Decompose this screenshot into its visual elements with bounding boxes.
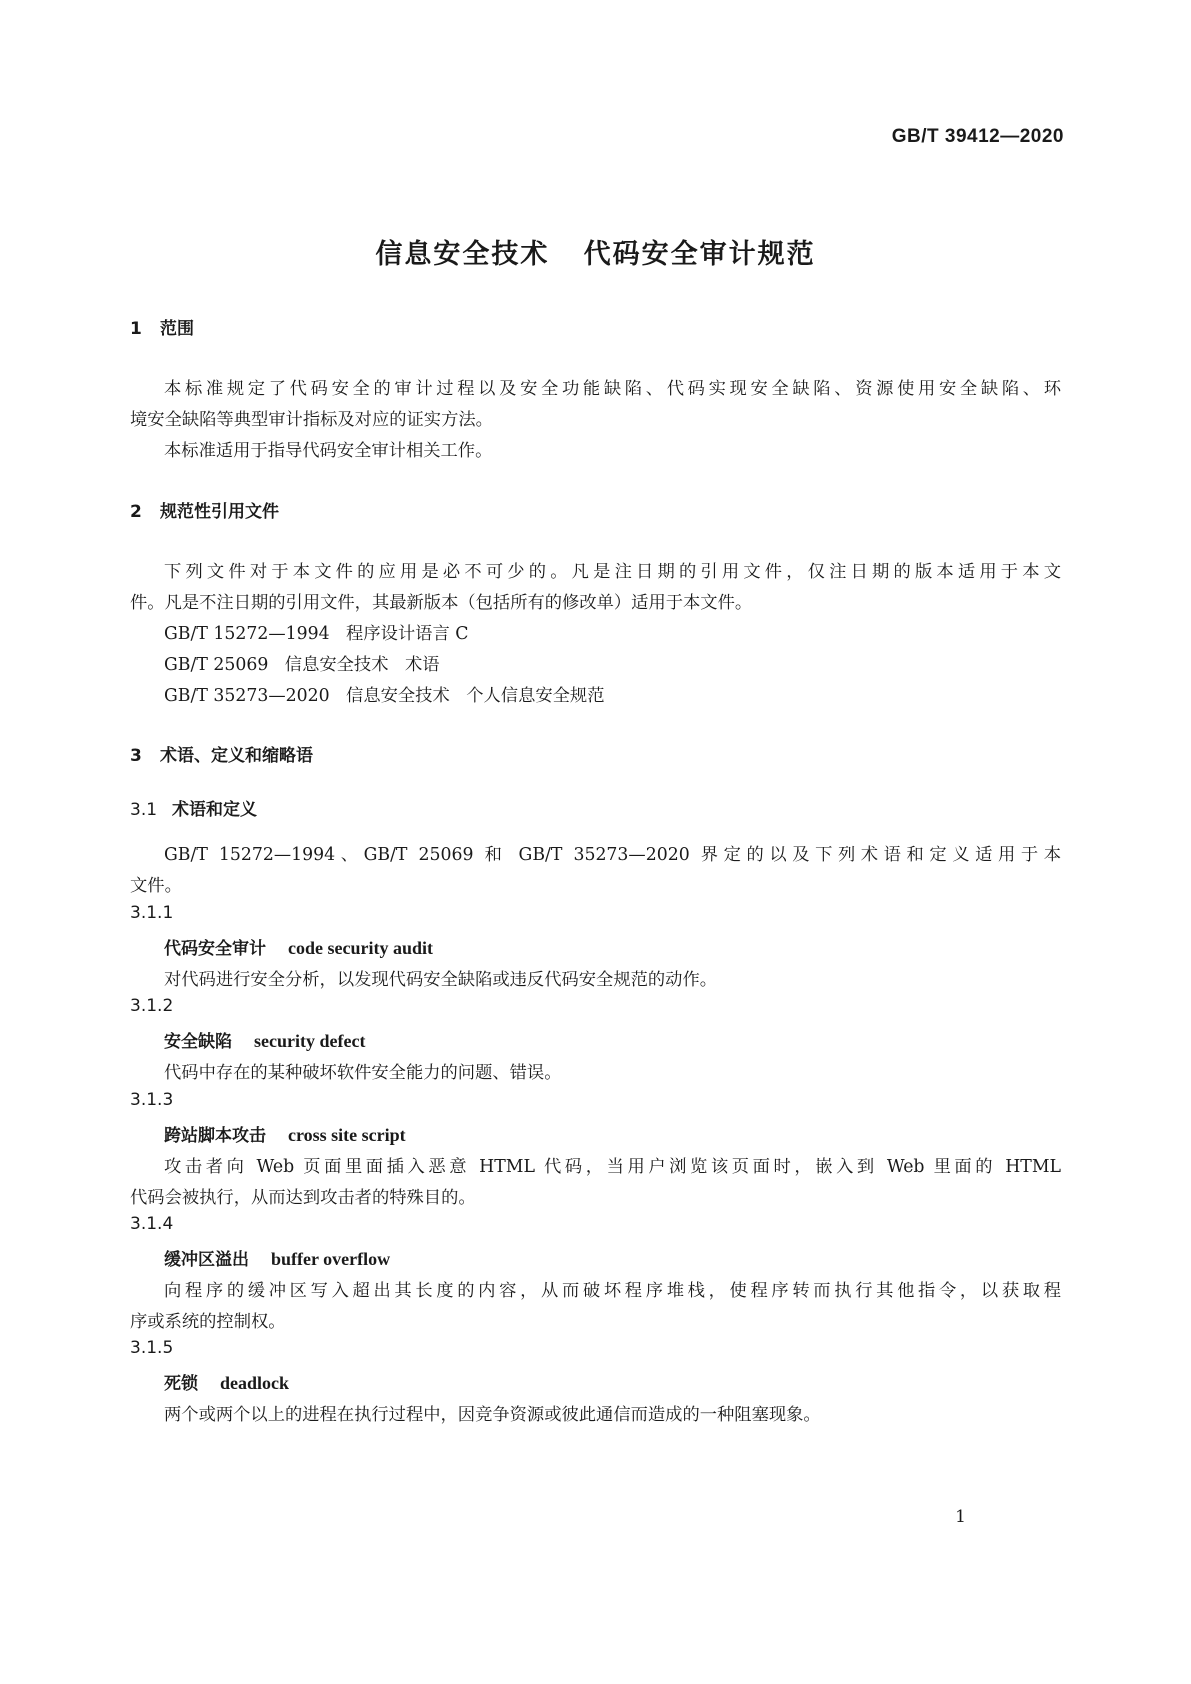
section-title: 规范性引用文件 <box>160 502 279 522</box>
term-zh: 缓冲区溢出 <box>164 1250 249 1270</box>
term-en: buffer overflow <box>271 1249 391 1269</box>
term-zh: 死锁 <box>164 1374 198 1394</box>
term-definition: 对代码进行安全分析，以发现代码安全缺陷或违反代码安全规范的动作。 <box>164 970 718 990</box>
term-entry <box>164 1121 406 1146</box>
section-title: 术语、定义和缩略语 <box>160 746 313 766</box>
term-number: 3.1.5 <box>130 1338 174 1358</box>
paragraph-line: GB/T 15272—1994、GB/T 25069 和 GB/T 35273—2020 界定的以及下列术语和定义适用于本 <box>164 845 1061 865</box>
term-en: code security audit <box>288 938 433 958</box>
section-1-heading <box>130 314 194 339</box>
page-number: 1 <box>955 1507 966 1527</box>
standard-code: GB/T 39412—2020 <box>891 126 1064 147</box>
term-entry <box>164 934 433 959</box>
term-definition: 序或系统的控制权。 <box>130 1312 286 1332</box>
paragraph-line: 件。凡是不注日期的引用文件，其最新版本（包括所有的修改单）适用于本文件。 <box>130 593 753 613</box>
document-title: 信息安全技术 代码安全审计规范 <box>375 239 816 270</box>
reference-item: GB/T 35273—2020 信息安全技术 个人信息安全规范 <box>164 686 605 706</box>
subsection-3-1-heading <box>130 795 257 820</box>
section-2-heading <box>130 497 279 522</box>
section-number: 1 <box>130 319 142 339</box>
term-definition: 攻击者向 Web 页面里面插入恶意 HTML 代码，当用户浏览该页面时，嵌入到 Web 里面的 HTML <box>164 1157 1061 1177</box>
term-definition: 两个或两个以上的进程在执行过程中，因竞争资源或彼此通信而造成的一种阻塞现象。 <box>164 1405 821 1425</box>
term-entry <box>164 1245 390 1270</box>
term-en: security defect <box>254 1031 366 1051</box>
subsection-number: 3.1 <box>130 800 158 820</box>
term-definition: 向程序的缓冲区写入超出其长度的内容，从而破坏程序堆栈，使程序转而执行其他指令，以获取程 <box>164 1281 1061 1301</box>
term-number: 3.1.3 <box>130 1090 174 1110</box>
reference-item: GB/T 15272—1994 程序设计语言 C <box>164 624 469 644</box>
term-number: 3.1.4 <box>130 1214 174 1234</box>
paragraph-line: 本标准适用于指导代码安全审计相关工作。 <box>164 441 493 461</box>
paragraph-line: 境安全缺陷等典型审计指标及对应的证实方法。 <box>130 410 493 430</box>
section-number: 3 <box>130 746 142 766</box>
section-title: 范围 <box>160 319 194 339</box>
reference-item: GB/T 25069 信息安全技术 术语 <box>164 655 440 675</box>
term-definition: 代码中存在的某种破坏软件安全能力的问题、错误。 <box>164 1063 562 1083</box>
paragraph-line: 文件。 <box>130 876 182 896</box>
term-en: deadlock <box>220 1373 290 1393</box>
term-entry <box>164 1027 365 1052</box>
term-zh: 代码安全审计 <box>164 939 266 959</box>
term-definition: 代码会被执行，从而达到攻击者的特殊目的。 <box>130 1188 476 1208</box>
term-entry <box>164 1369 289 1394</box>
section-3-heading <box>130 741 313 766</box>
term-zh: 安全缺陷 <box>164 1032 232 1052</box>
term-zh: 跨站脚本攻击 <box>164 1126 266 1146</box>
term-number: 3.1.2 <box>130 996 174 1016</box>
term-en: cross site script <box>288 1125 406 1145</box>
term-number: 3.1.1 <box>130 903 174 923</box>
section-number: 2 <box>130 502 142 522</box>
paragraph-line: 本标准规定了代码安全的审计过程以及安全功能缺陷、代码实现安全缺陷、资源使用安全缺陷、环 <box>164 379 1061 399</box>
paragraph-line: 下列文件对于本文件的应用是必不可少的。凡是注日期的引用文件，仅注日期的版本适用于本文 <box>164 562 1061 582</box>
subsection-title: 术语和定义 <box>172 800 257 820</box>
